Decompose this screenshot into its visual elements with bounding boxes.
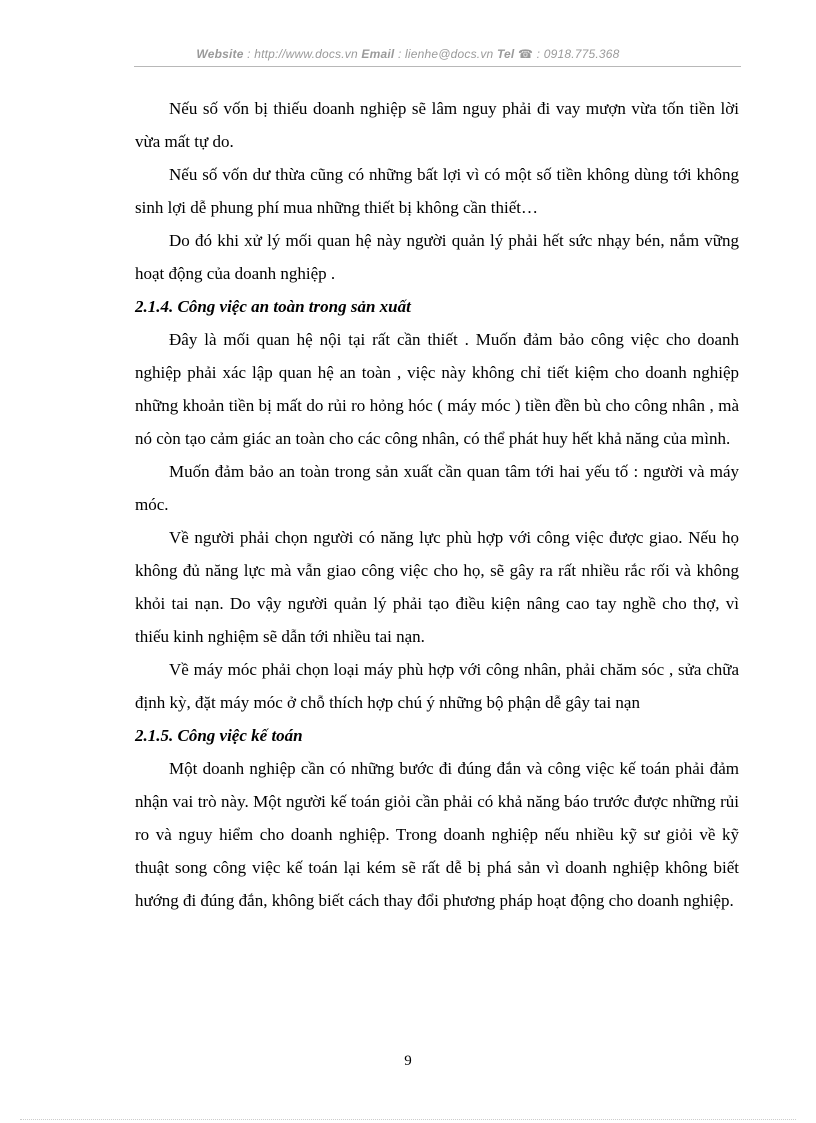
paragraph: Một doanh nghiệp cần có những bước đi đúng đắn và công việc kế toán phải đảm nhận vai trò này. Một người kế toán giỏi cần phải có khả năng báo trước được những rủi ro và nguy hiểm cho doanh nghiệp. Trong doanh nghiệp nếu nhiều kỹ sư giỏi về kỹ thuật song công việc kế toán lại kém sẽ rất dễ bị phá sản vì doanh nghiệp không biết hướng đi đúng đắn, không biết cách thay đổi phương pháp hoạt động cho doanh nghiệp. [135,759,739,910]
section-heading-2-1-4: 2.1.4. Công việc an toàn trong sản xuất [135,297,411,316]
section-heading-2-1-5: 2.1.5. Công việc kế toán [135,726,303,745]
email-value: : lienhe@docs.vn [394,47,497,61]
document-body [135,92,739,917]
tel-label: Tel [496,47,515,61]
page-header [0,47,816,61]
paragraph: Về người phải chọn người có năng lực phù hợp với công việc được giao. Nếu họ không đủ năng lực mà vẫn giao công việc cho họ, sẽ gây ra rất nhiều rắc rối và không khỏi tai nạn. Do vậy người quản lý phải tạo điều kiện nâng cao tay nghề cho thợ, vì thiếu kinh nghiệm sẽ dẫn tới nhiều tai nạn. [135,528,739,646]
footer-divider [20,1119,796,1120]
phone-icon: ☎ [517,47,534,61]
page-number: 9 [404,1053,412,1069]
paragraph: Muốn đảm bảo an toàn trong sản xuất cần quan tâm tới hai yếu tố : người và máy móc. [135,462,739,514]
paragraph: Nếu số vốn bị thiếu doanh nghiệp sẽ lâm nguy phải đi vay mượn vừa tốn tiền lời vừa mất tự do. [135,99,739,151]
tel-value: : 0918.775.368 [533,47,620,61]
website-value: : http://www.docs.vn [243,47,362,61]
paragraph: Nếu số vốn dư thừa cũng có những bất lợi vì có một số tiền không dùng tới không sinh lợi dễ phung phí mua những thiết bị không cần thiết… [135,165,739,217]
paragraph: Đây là mối quan hệ nội tại rất cần thiết . Muốn đảm bảo công việc cho doanh nghiệp phải xác lập quan hệ an toàn , việc này không chỉ tiết kiệm cho doanh nghiệp những khoản tiền bị mất do rủi ro hỏng hóc ( máy móc ) tiền đền bù cho công nhân , mà nó còn tạo cảm giác an toàn cho các công nhân, có thể phát huy hết khả năng của mình. [135,330,739,448]
paragraph: Về máy móc phải chọn loại máy phù hợp với công nhân, phải chăm sóc , sửa chữa định kỳ, đặt máy móc ở chỗ thích hợp chú ý những bộ phận dễ gây tai nạn [135,660,739,712]
paragraph: Do đó khi xử lý mối quan hệ này người quản lý phải hết sức nhạy bén, nắm vững hoạt động của doanh nghiệp . [135,231,739,283]
header-divider [134,66,741,67]
email-label: Email [361,47,395,61]
website-label: Website [196,47,244,61]
